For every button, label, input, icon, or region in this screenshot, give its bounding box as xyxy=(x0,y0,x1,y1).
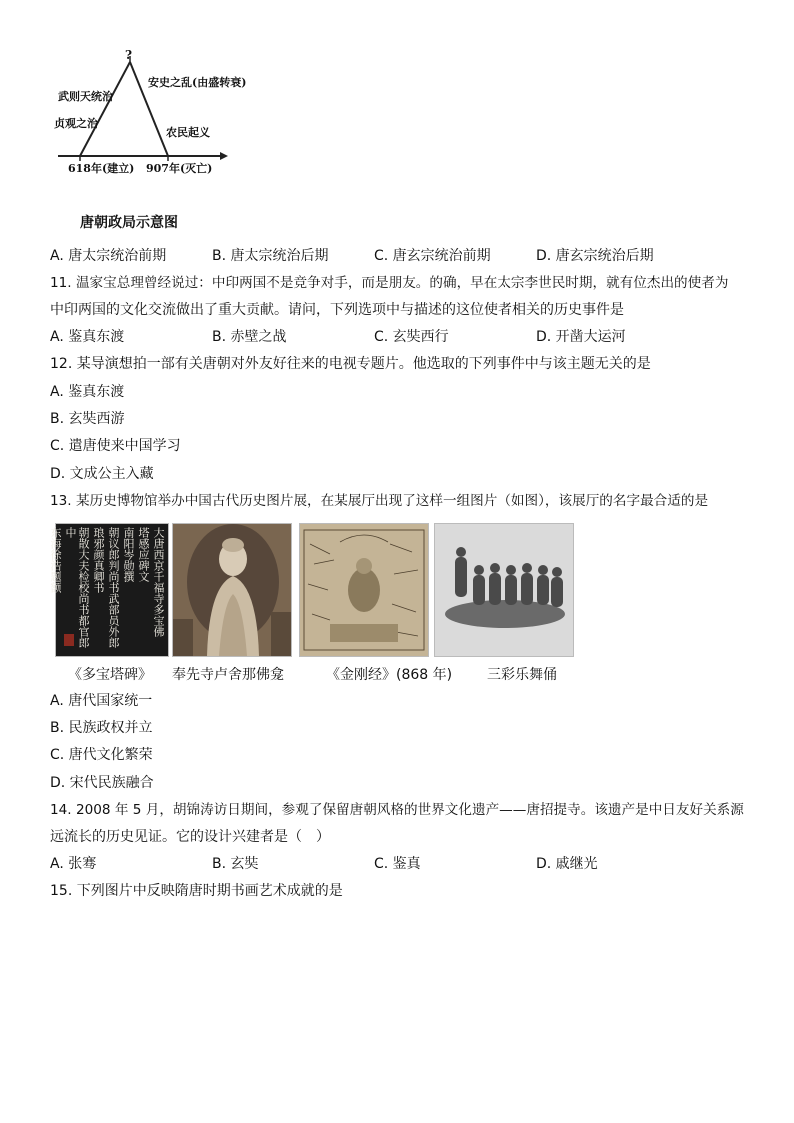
q14-option-a: A. 张骞 xyxy=(50,856,97,872)
tang-politics-diagram xyxy=(50,48,250,233)
q10-option-d: D. 唐玄宗统治后期 xyxy=(536,248,654,264)
caption-diamond-sutra: 《金刚经》(868 年) xyxy=(326,667,453,683)
q12-stem: 12. 某导演想拍一部有关唐朝对外友好往来的电视专题片。他选取的下列事件中与该主题无关的是 xyxy=(50,356,651,372)
stele-column-2: 塔感应碑文 xyxy=(137,527,150,582)
diagram-label-wuzetian: 武则天统治 xyxy=(58,90,113,103)
caption-tricolor-figurines: 三彩乐舞俑 xyxy=(487,667,557,683)
fengxian-temple-buddha-image xyxy=(172,523,292,657)
q12-option-c: C. 遣唐使来中国学习 xyxy=(50,438,181,454)
q14-stem-line2: 远流长的历史见证。它的设计兴建者是（ ） xyxy=(50,829,330,845)
triangle-diagram-graphic xyxy=(50,48,250,178)
stele-column-1: 大唐西京千福寺多宝佛 xyxy=(152,527,165,637)
stele-column-7: 东海徐浩题额 xyxy=(49,527,62,593)
q11-option-c: C. 玄奘西行 xyxy=(374,329,449,345)
q10-option-b: B. 唐太宗统治后期 xyxy=(212,248,329,264)
tricolor-musician-figurines-image xyxy=(434,523,574,657)
q11-option-d: D. 开凿大运河 xyxy=(536,329,626,345)
stele-column-5: 琅邪颜真卿书 xyxy=(92,527,105,593)
buddha-statue-graphic xyxy=(173,524,291,656)
q12-option-b: B. 玄奘西游 xyxy=(50,411,125,427)
q14-option-d: D. 戚继光 xyxy=(536,856,598,872)
q12-option-d: D. 文成公主入藏 xyxy=(50,466,154,482)
duobao-pagoda-stele-image xyxy=(49,523,169,657)
q14-stem-line1: 14. 2008 年 5 月，胡锦涛访日期间，参观了保留唐朝风格的世界文化遗产——唐招提寺。该遗产是中日友好关系源 xyxy=(50,802,744,818)
q13-option-a: A. 唐代国家统一 xyxy=(50,693,153,709)
caption-duobao-stele: 《多宝塔碑》 xyxy=(68,667,152,683)
q13-option-c: C. 唐代文化繁荣 xyxy=(50,747,153,763)
diagram-label-zhenguan: 贞观之治 xyxy=(54,117,98,130)
q12-option-a: A. 鉴真东渡 xyxy=(50,384,125,400)
diagram-label-618: 618年(建立) xyxy=(68,162,135,175)
diamond-sutra-graphic xyxy=(300,524,428,656)
diagram-label-907: 907年(灭亡) xyxy=(146,162,213,175)
red-seal-mark xyxy=(64,634,74,646)
q10-option-a: A. 唐太宗统治前期 xyxy=(50,248,167,264)
diagram-label-anshi: 安史之乱(由盛转衰) xyxy=(148,76,247,89)
q13-option-b: B. 民族政权并立 xyxy=(50,720,153,736)
q11-stem-line1: 11. 温家宝总理曾经说过：中印两国不是竞争对手，而是朋友。的确，早在太宗李世民时期，就有位杰出的使者为 xyxy=(50,275,729,291)
figurines-graphic xyxy=(435,524,573,656)
stele-column-3: 南阳岑勋撰 xyxy=(122,527,135,582)
q15-stem: 15. 下列图片中反映隋唐时期书画艺术成就的是 xyxy=(50,883,343,899)
q10-option-c: C. 唐玄宗统治前期 xyxy=(374,248,491,264)
diamond-sutra-image xyxy=(299,523,429,657)
q14-option-c: C. 鉴真 xyxy=(374,856,421,872)
diagram-label-peasant: 农民起义 xyxy=(166,126,210,139)
q13-stem: 13. 某历史博物馆举办中国古代历史图片展，在某展厅出现了这样一组图片（如图），该展厅的名字最合适的是 xyxy=(50,493,709,509)
q13-option-d: D. 宋代民族融合 xyxy=(50,775,154,791)
diagram-caption: 唐朝政局示意图 xyxy=(80,215,178,231)
stele-column-6: 朝散大夫检校尚书都官郎中 xyxy=(64,527,90,648)
caption-fengxian-buddha: 奉先寺卢舍那佛龛 xyxy=(172,667,284,683)
q11-stem-line2: 中印两国的文化交流做出了重大贡献。请问，下列选项中与描述的这位使者相关的历史事件是 xyxy=(50,302,624,318)
stele-column-4: 朝议郎判尚书武部员外郎 xyxy=(107,527,120,648)
diagram-apex-label: ? xyxy=(125,48,133,62)
q11-option-b: B. 赤壁之战 xyxy=(212,329,287,345)
q11-option-a: A. 鉴真东渡 xyxy=(50,329,125,345)
q14-option-b: B. 玄奘 xyxy=(212,856,259,872)
